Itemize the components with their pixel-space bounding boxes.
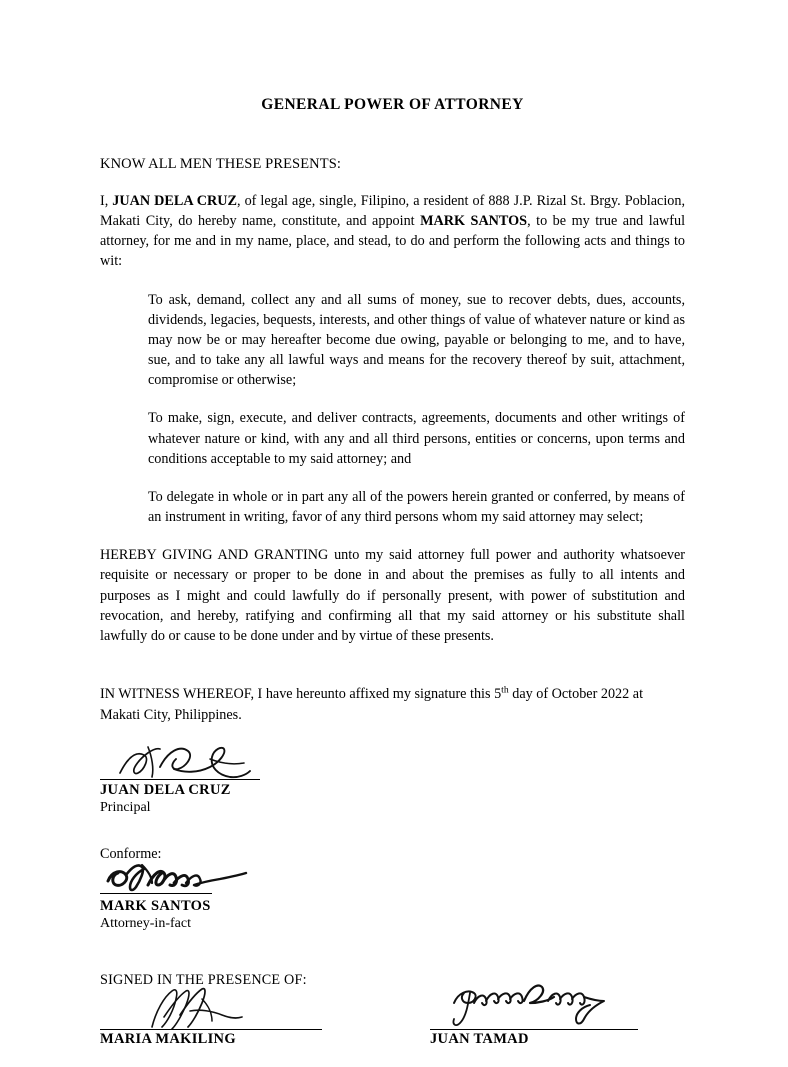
attorney-signature-rule xyxy=(100,893,212,894)
witness-left-rule xyxy=(100,1029,322,1030)
salutation-text: KNOW ALL MEN THESE PRESENTS: xyxy=(100,156,341,172)
attorney-signature-area xyxy=(100,867,685,897)
witness-left-signature-ink xyxy=(146,985,296,1031)
page-title: GENERAL POWER OF ATTORNEY xyxy=(261,96,524,113)
principal-name-label: JUAN DELA CRUZ xyxy=(100,782,231,799)
granting-clause-lead-in: HEREBY GIVING AND GRANTING xyxy=(100,547,329,564)
attorney-signature-block xyxy=(100,867,685,932)
witness-clause-part1: IN WITNESS WHEREOF, I have hereunto affixed my signature this xyxy=(100,685,495,702)
granting-clause-rest: unto my said attorney full power and authority whatsoever requisite or necessary or proper to be done in and about the premises as fully to all intents and purposes as I might and could lawfully do if personally present, with power of substitution and revocation, and hereby, ratifying and confirming all that my said attorney or his substitute shall lawfully do or cause to be done under and by virtue of these presents. xyxy=(100,547,685,644)
signature-day-ordinal: th xyxy=(501,684,509,696)
opening-paragraph xyxy=(100,191,685,272)
attorney-name-inline: MARK SANTOS xyxy=(420,213,528,230)
power-clause-2: To make, sign, execute, and deliver contracts, agreements, documents and other writings of whatever nature or kind, with any and all third persons, entities or concerns, upon terms and conditions acceptable to my said attorney; and xyxy=(148,410,685,467)
witness-left-name: MARIA MAKILING xyxy=(100,1031,236,1048)
opening-before-principal: I, xyxy=(100,193,113,209)
witness-right-name: JUAN TAMAD xyxy=(430,1031,529,1048)
principal-role-label: Principal xyxy=(100,800,151,816)
granting-clause-paragraph xyxy=(100,545,685,646)
witness-right-rule xyxy=(430,1029,638,1030)
witness-clause-part2: day of October 2022 at Makati City, Philippines. xyxy=(100,685,644,723)
power-clause-3: To delegate in whole or in part any all of the powers herein granted or conferred, by means of an instrument in writing, favor of any third persons whom my said attorney may select; xyxy=(148,488,685,526)
attorney-role-label: Attorney-in-fact xyxy=(100,916,191,932)
principal-signature-area xyxy=(100,745,685,781)
attorney-signature-ink xyxy=(104,861,254,895)
principal-signature-block xyxy=(100,745,685,816)
principal-name-inline: JUAN DELA CRUZ xyxy=(112,193,238,209)
power-clause-1: To ask, demand, collect any and all sums of money, sue to recover debts, dues, accounts, dividends, legacies, bequests, interests, and other things of value of whatever nature or kind as may now be or may hereafter become due owing, payable or belonging to me, and to have, sue, and to take any all lawful ways and means for the recovery thereof by suit, attachment, compromise or otherwise; xyxy=(148,291,685,389)
presence-label: SIGNED IN THE PRESENCE OF: xyxy=(100,972,307,989)
opening-after-attorney: , to be my true and lawful attorney, for me and in my name, place, and stead, to do and perform the following acts and things to wit: xyxy=(100,213,686,270)
signature-day-number: 5 xyxy=(494,685,502,702)
principal-signature-rule xyxy=(100,779,260,780)
document-content xyxy=(100,0,685,1067)
attorney-name-label: MARK SANTOS xyxy=(100,898,211,915)
witness-clause-paragraph xyxy=(100,684,685,725)
witness-row xyxy=(100,989,685,1067)
conforme-label: Conforme: xyxy=(100,846,162,863)
principal-signature-ink xyxy=(114,743,274,783)
opening-middle-text: , of legal age, single, Filipino, a resident of 888 J.P. Rizal St. Brgy. Poblacion, Makati City, do hereby name, constitute, and appoint xyxy=(100,193,685,230)
